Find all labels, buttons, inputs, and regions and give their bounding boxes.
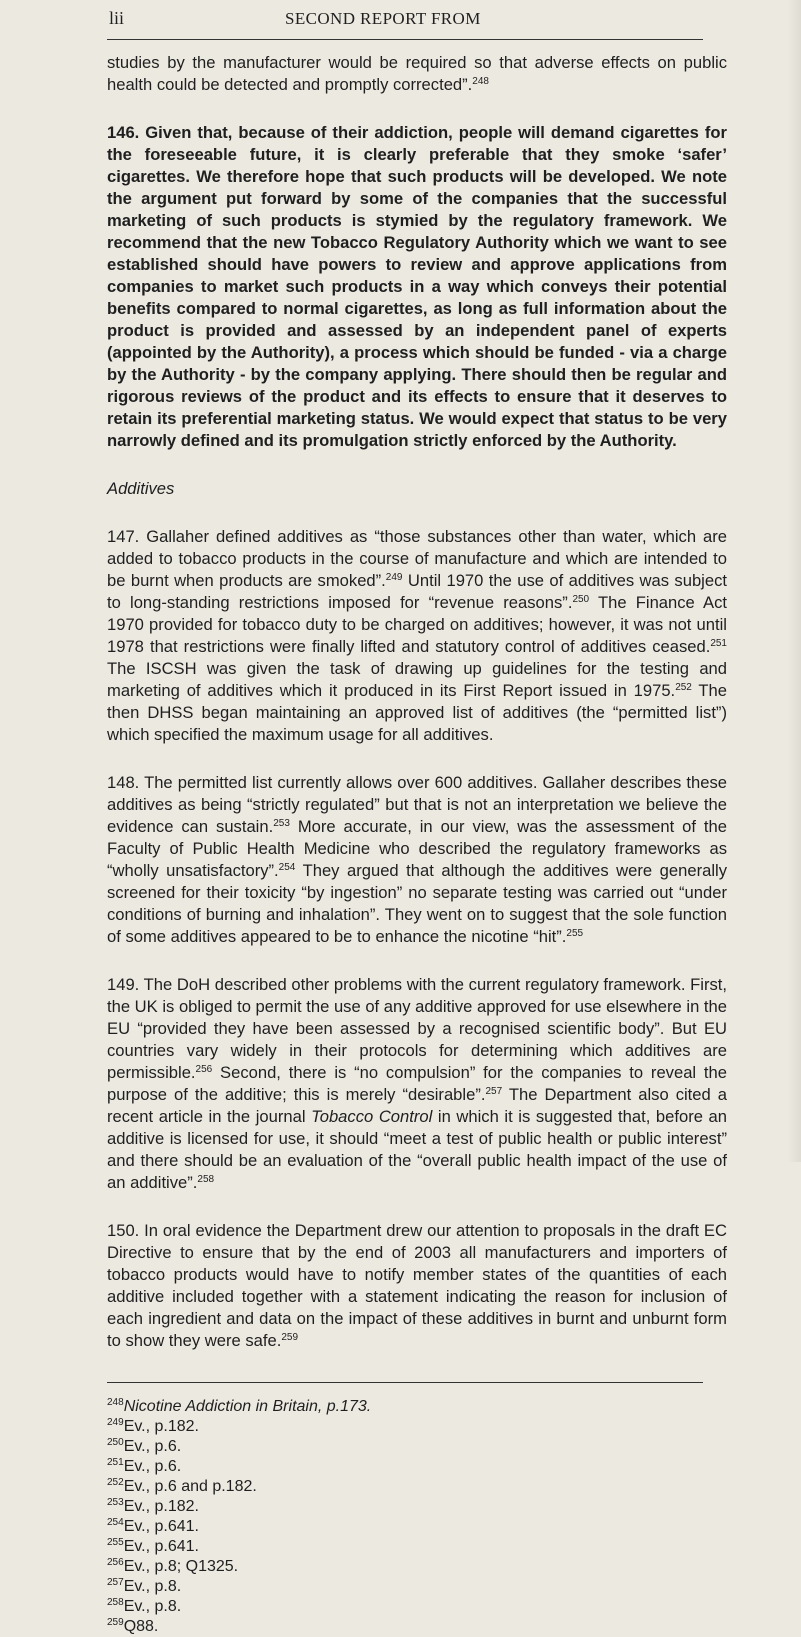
footnote-ref: 255 [566, 928, 584, 939]
footnote: $^{256}$Ev., p.8; Q1325. [107, 1557, 239, 1575]
footnote: $^{255}$Ev., p.641. [107, 1537, 199, 1555]
footnote-ref: 254 [278, 862, 296, 873]
footnote-ref: 249 [385, 572, 403, 583]
footnote: $^{257}$Ev., p.8. [107, 1577, 182, 1595]
page-body [107, 52, 727, 1637]
section-subheading: Additives [107, 479, 175, 498]
footnote: $^{251}$Ev., p.6. [107, 1457, 182, 1475]
footnotes [107, 1397, 727, 1637]
paragraph-146: 146. Given that, because of their addiction, people will demand cigarettes for the foreseeable future, it is clearly preferable that they smoke ‘safer’ cigarettes. We therefore hope that such products will be developed. We note the argument put forward by some of the companies that the successful marketing of such products is stymied by the regulatory framework. We recommend that the new Tobacco Regulatory Authority which we want to see established should have powers to review and approve applications from companies to market such products in a way which conveys their potential benefits compared to normal cigarettes, as long as full information about the product is provided and assessed by an independent panel of experts (appointed by the Authority), a process which should be funded - via a charge by the Authority - by the company applying. There should then be regular and rigorous reviews of the product and its effects to ensure that it deserves to retain its preferential marketing status. We would expect that status to be very narrowly defined and its promulgation strictly enforced by the Authority. [107, 123, 727, 450]
journal-title: Tobacco Control [311, 1107, 433, 1126]
footnote-ref: 248 [472, 76, 489, 87]
page-header [0, 0, 801, 44]
paragraph-150: 150. In oral evidence the Department drew our attention to proposals in the draft EC Directive to ensure that by the end of 2003 all manufacturers and importers of tobacco products would have to notify member states of the quantities of each additive included together with a statement indicating the reason for inclusion of each ingredient and data on the impact of these additives in burnt and unburnt form to show they were safe.$^{259}$ [107, 1221, 727, 1350]
footnote-ref: 252 [675, 682, 692, 693]
footnote-ref: 257 [485, 1086, 503, 1097]
footnote-ref: 258 [197, 1174, 215, 1185]
footnote: $^{253}$Ev., p.182. [107, 1497, 199, 1515]
footnote: $^{259}$Q88. [107, 1617, 159, 1635]
paragraph-148: 148. The permitted list currently allows over 600 additives. Gallaher describes these additives as being “strictly regulated” but that is not an interpretation we believe the evidence can sustain.$^{253}$ More accurate, in our view, was the assessment of the Faculty of Public Health Medicine who described the regulatory frameworks as “wholly unsatisfactory”.$^{254}$ They argued that although the additives were generally screened for their toxicity “by ingestion” no separate testing was carried out “under conditions of burning and inhalation”. They went on to suggest that the sole function of some additives appeared to be to enhance the nicotine “hit”.$^{255}$ [107, 773, 727, 946]
page-edge-shadow [787, 0, 801, 1162]
paragraph-147: 147. Gallaher defined additives as “those substances other than water, which are added to tobacco products in the course of manufacture and which are intended to be burnt when products are smoked”.$^{249}$ Until 1970 the use of additives was subject to long-standing restrictions imposed for “revenue reasons”.$^{250}$ The Finance Act 1970 provided for tobacco duty to be charged on additives; however, it was not until 1978 that restrictions were finally lifted and statutory control of additives ceased.$^{251}$ The ISCSH was given the task of drawing up guidelines for the testing and marketing of additives which it produced in its First Report issued in 1975.$^{252}$ The then DHSS began maintaining an approved list of additives (the “permitted list”) which specified the maximum usage for all additives. [107, 527, 728, 744]
paragraph-149: 149. The DoH described other problems with the current regulatory framework. First, the UK is obliged to permit the use of any additive approved for use elsewhere in the EU “provided they have been assessed by a recognised scientific body”. But EU countries vary widely in their protocols for determining which additives are permissible.$^{256}$ Second, there is “no compulsion” for the companies to reveal the purpose of the additive; this is merely “desirable”.$^{257}$ The Department also cited a recent article in the journal Tobacco Control in which it is suggested that, before an additive is licensed for use, it should “meet a test of public health or public interest” and there should be an evaluation of the “overall public health impact of the use of an additive”.$^{258}$ [107, 975, 728, 1192]
page-number: lii [109, 8, 125, 28]
header-rule [107, 39, 703, 40]
running-head: SECOND REPORT FROM [285, 9, 481, 28]
footnote: $^{254}$Ev., p.641. [107, 1517, 199, 1535]
footnote-ref: 256 [195, 1064, 213, 1075]
footnote: $^{248}$Nicotine Addiction in Britain, p.173. [107, 1397, 372, 1415]
footnote: $^{250}$Ev., p.6. [107, 1437, 182, 1455]
footnote: $^{249}$Ev., p.182. [107, 1417, 199, 1435]
footnote-rule [107, 1382, 703, 1383]
paragraph-continuation: studies by the manufacturer would be required so that adverse effects on public health could be detected and promptly corrected”.$^{248}$ [107, 53, 727, 94]
footnote-ref: 259 [281, 1332, 299, 1343]
footnote-ref: 250 [572, 594, 590, 605]
footnote-ref: 251 [710, 638, 727, 649]
footnote-ref: 253 [273, 818, 290, 829]
footnote: $^{252}$Ev., p.6 and p.182. [107, 1477, 257, 1495]
footnote: $^{258}$Ev., p.8. [107, 1597, 182, 1615]
